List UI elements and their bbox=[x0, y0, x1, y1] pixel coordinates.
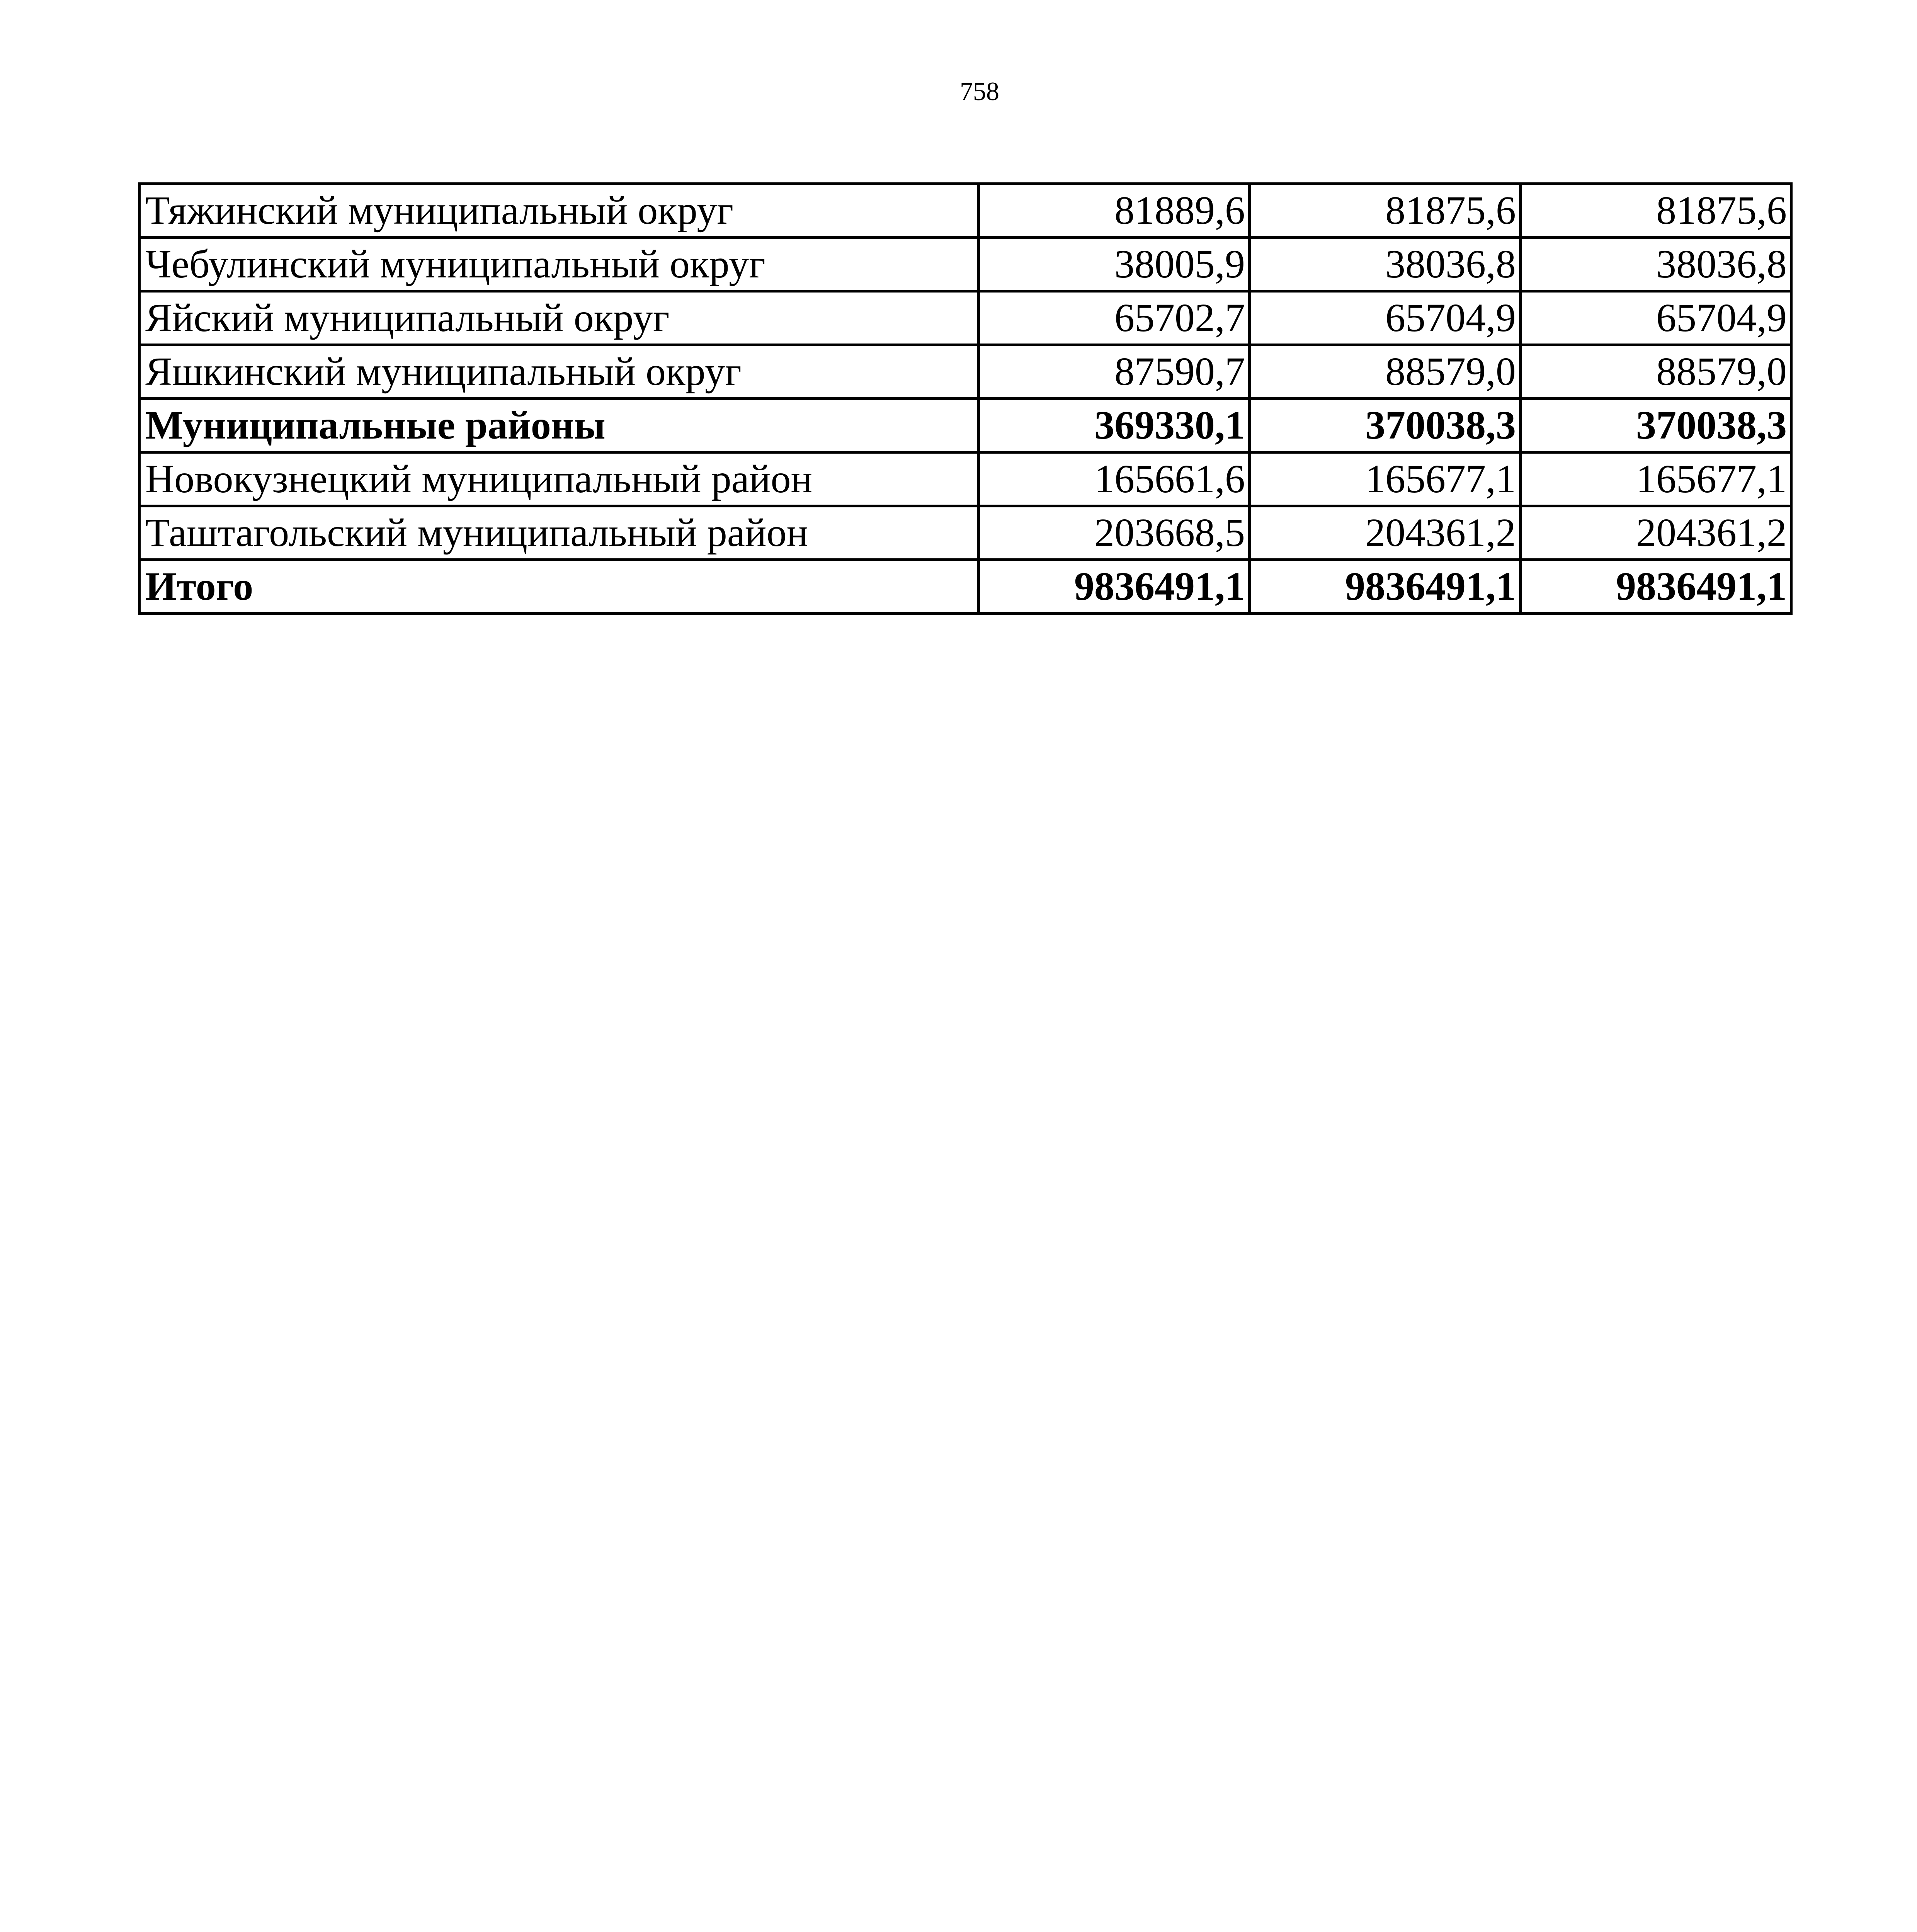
table-row bbox=[139, 452, 1791, 506]
table-row bbox=[139, 345, 1791, 399]
value-cell: 88579,0 bbox=[1521, 345, 1791, 399]
value-cell: 165677,1 bbox=[1250, 452, 1521, 506]
value-cell: 370038,3 bbox=[1521, 399, 1791, 452]
page-number: 758 bbox=[960, 77, 999, 106]
value-cell: 204361,2 bbox=[1250, 506, 1521, 560]
value-cell: 81875,6 bbox=[1250, 184, 1521, 238]
table-row bbox=[139, 238, 1791, 291]
table-row bbox=[139, 399, 1791, 452]
value-cell: 38005,9 bbox=[979, 238, 1250, 291]
value-cell: 65704,9 bbox=[1250, 291, 1521, 345]
table-row bbox=[139, 506, 1791, 560]
value-cell: 87590,7 bbox=[979, 345, 1250, 399]
value-cell: 165677,1 bbox=[1521, 452, 1791, 506]
value-cell: 203668,5 bbox=[979, 506, 1250, 560]
value-cell: 38036,8 bbox=[1250, 238, 1521, 291]
table-row bbox=[139, 291, 1791, 345]
row-name-cell: Итого bbox=[139, 560, 979, 614]
value-cell: 9836491,1 bbox=[1521, 560, 1791, 614]
row-name-cell: Чебулинский муниципальный округ bbox=[139, 238, 979, 291]
value-cell: 65702,7 bbox=[979, 291, 1250, 345]
table-body bbox=[139, 184, 1791, 614]
row-name-cell: Яшкинский муниципальный округ bbox=[139, 345, 979, 399]
row-name-cell: Яйский муниципальный округ bbox=[139, 291, 979, 345]
value-cell: 81889,6 bbox=[979, 184, 1250, 238]
value-cell: 370038,3 bbox=[1250, 399, 1521, 452]
value-cell: 81875,6 bbox=[1521, 184, 1791, 238]
value-cell: 9836491,1 bbox=[1250, 560, 1521, 614]
value-cell: 165661,6 bbox=[979, 452, 1250, 506]
budget-table bbox=[138, 182, 1793, 615]
table-row bbox=[139, 560, 1791, 614]
value-cell: 204361,2 bbox=[1521, 506, 1791, 560]
row-name-cell: Таштагольский муниципальный район bbox=[139, 506, 979, 560]
value-cell: 38036,8 bbox=[1521, 238, 1791, 291]
value-cell: 9836491,1 bbox=[979, 560, 1250, 614]
value-cell: 88579,0 bbox=[1250, 345, 1521, 399]
value-cell: 65704,9 bbox=[1521, 291, 1791, 345]
value-cell: 369330,1 bbox=[979, 399, 1250, 452]
row-name-cell: Муниципальные районы bbox=[139, 399, 979, 452]
row-name-cell: Тяжинский муниципальный округ bbox=[139, 184, 979, 238]
row-name-cell: Новокузнецкий муниципальный район bbox=[139, 452, 979, 506]
table-row bbox=[139, 184, 1791, 238]
